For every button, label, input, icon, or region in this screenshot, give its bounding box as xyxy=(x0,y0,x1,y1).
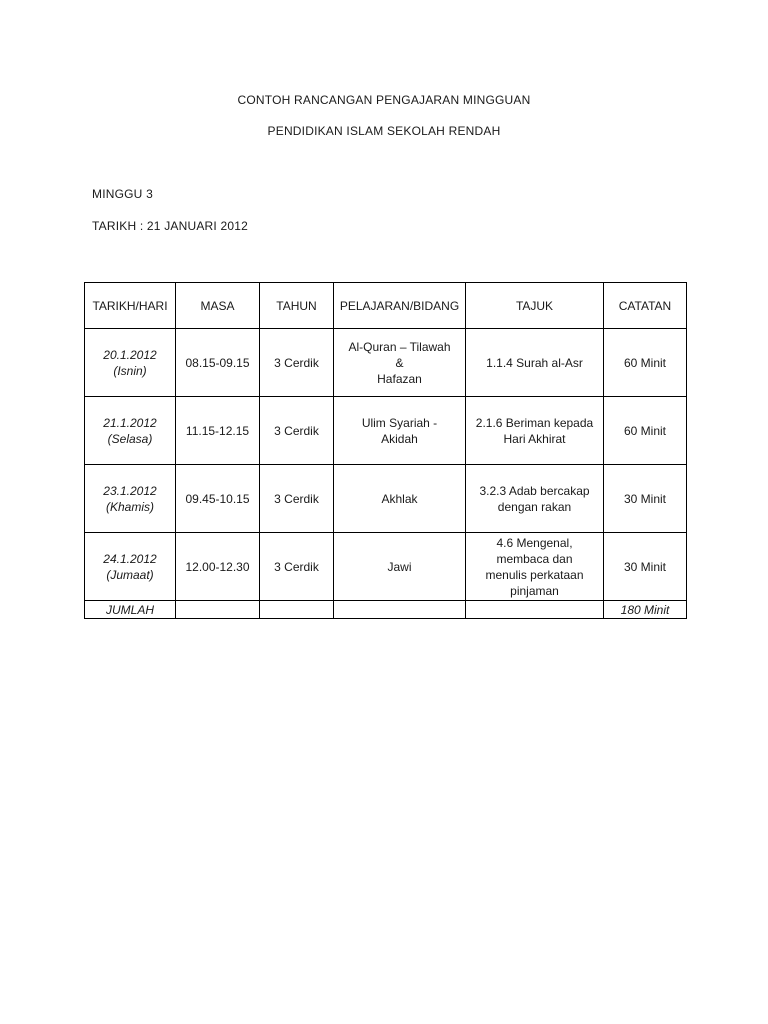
week-label: MINGGU 3 xyxy=(92,187,153,201)
table-row xyxy=(85,329,687,397)
notes-cell: 30 Minit xyxy=(604,533,687,601)
document-subtitle: PENDIDIKAN ISLAM SEKOLAH RENDAH xyxy=(267,124,501,138)
year-cell: 3 Cerdik xyxy=(260,533,334,601)
subject-line: Ulim Syariah - xyxy=(361,415,438,430)
subject-line: Akhlak xyxy=(381,491,418,506)
notes-cell: 30 Minit xyxy=(604,465,687,533)
empty-cell xyxy=(466,601,604,619)
time-cell: 11.15-12.15 xyxy=(176,397,260,465)
header-notes: CATATAN xyxy=(604,283,687,329)
day-text: (Khamis) xyxy=(105,499,154,514)
topic-line: membaca dan xyxy=(496,551,573,566)
total-row xyxy=(85,601,687,619)
topic-cell xyxy=(466,329,604,397)
header-subject: PELAJARAN/BIDANG xyxy=(334,283,466,329)
empty-cell xyxy=(334,601,466,619)
total-label: JUMLAH xyxy=(85,601,176,619)
subject-line: Jawi xyxy=(387,559,412,574)
date-text: 20.1.2012 xyxy=(103,347,157,362)
topic-cell xyxy=(466,465,604,533)
time-cell: 12.00-12.30 xyxy=(176,533,260,601)
subject-line: Al-Quran – Tilawah xyxy=(348,339,451,354)
subject-line: Akidah xyxy=(381,431,418,446)
year-cell: 3 Cerdik xyxy=(260,397,334,465)
time-cell: 09.45-10.15 xyxy=(176,465,260,533)
document-title: CONTOH RANCANGAN PENGAJARAN MINGGUAN xyxy=(237,93,531,107)
day-text: (Jumaat) xyxy=(106,567,154,582)
day-text: (Isnin) xyxy=(113,363,147,378)
subject-cell xyxy=(334,533,466,601)
date-day-cell xyxy=(85,465,176,533)
empty-cell xyxy=(260,601,334,619)
subject-cell xyxy=(334,329,466,397)
date-day-cell xyxy=(85,329,176,397)
total-value: 180 Minit xyxy=(604,601,687,619)
date-text: 23.1.2012 xyxy=(103,483,157,498)
topic-line: pinjaman xyxy=(510,583,559,598)
topic-line: menulis perkataan xyxy=(485,567,584,582)
header-date-day: TARIKH/HARI xyxy=(85,283,176,329)
date-day-cell xyxy=(85,397,176,465)
topic-line: Hari Akhirat xyxy=(503,431,566,446)
notes-cell: 60 Minit xyxy=(604,397,687,465)
header-topic: TAJUK xyxy=(466,283,604,329)
subject-line: Hafazan xyxy=(377,371,422,386)
time-cell: 08.15-09.15 xyxy=(176,329,260,397)
header-year: TAHUN xyxy=(260,283,334,329)
date-text: 24.1.2012 xyxy=(103,551,157,566)
topic-cell xyxy=(466,397,604,465)
year-cell: 3 Cerdik xyxy=(260,329,334,397)
notes-cell: 60 Minit xyxy=(604,329,687,397)
year-cell: 3 Cerdik xyxy=(260,465,334,533)
date-label: TARIKH : 21 JANUARI 2012 xyxy=(92,219,248,233)
table-row xyxy=(85,397,687,465)
topic-line: 4.6 Mengenal, xyxy=(496,535,573,550)
subject-line: & xyxy=(395,355,404,370)
day-text: (Selasa) xyxy=(107,431,153,446)
subject-cell xyxy=(334,397,466,465)
empty-cell xyxy=(176,601,260,619)
topic-line: 2.1.6 Beriman kepada xyxy=(475,415,594,430)
subject-cell xyxy=(334,465,466,533)
date-text: 21.1.2012 xyxy=(103,415,157,430)
table-row xyxy=(85,465,687,533)
header-time: MASA xyxy=(176,283,260,329)
topic-line: 1.1.4 Surah al-Asr xyxy=(486,355,583,370)
table-header-row xyxy=(85,283,687,329)
lesson-plan-table xyxy=(84,282,687,619)
topic-line: dengan rakan xyxy=(497,499,572,514)
date-day-cell xyxy=(85,533,176,601)
topic-line: 3.2.3 Adab bercakap xyxy=(479,483,590,498)
topic-cell xyxy=(466,533,604,601)
table-row xyxy=(85,533,687,601)
